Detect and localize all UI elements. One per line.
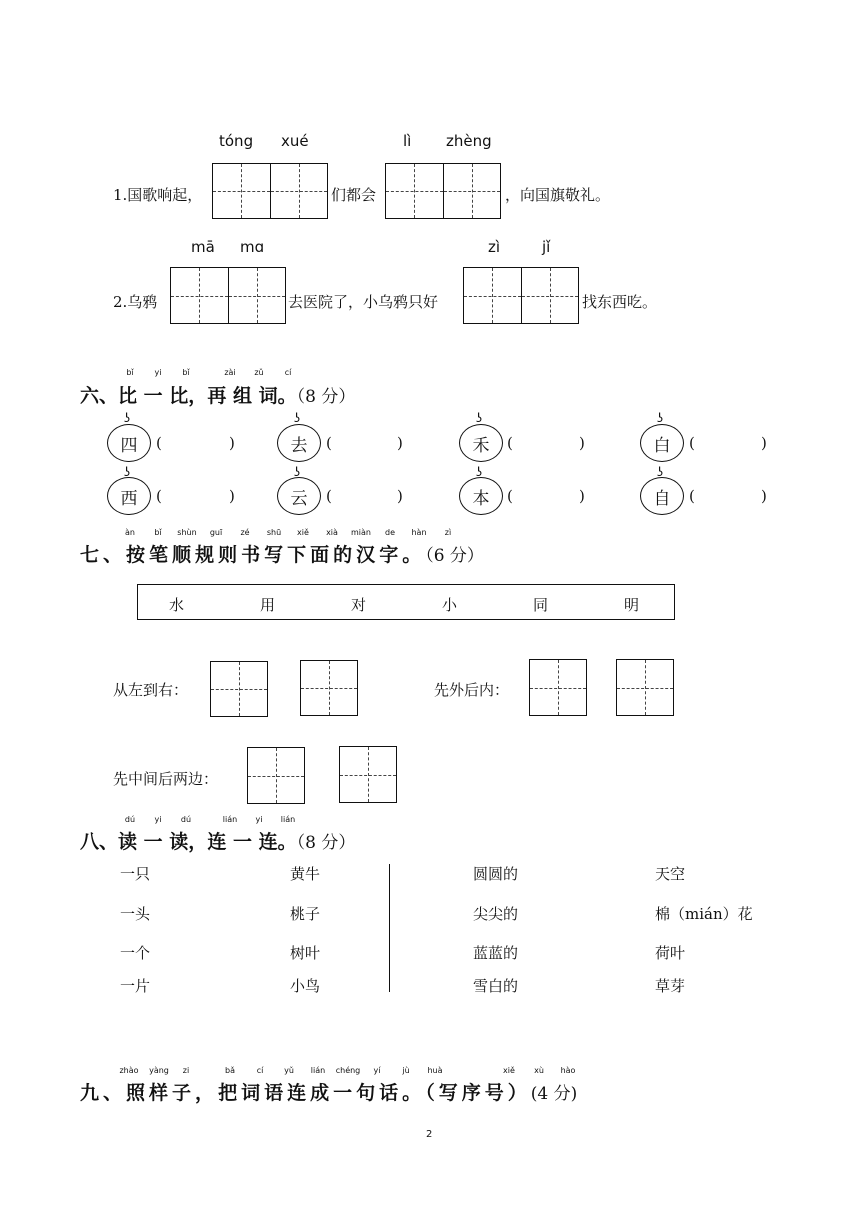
pinyin: bǐ: [126, 368, 134, 377]
heading-char: 面: [310, 544, 334, 566]
q1-prefix: 1.国歌响起，: [113, 186, 203, 204]
match-item[interactable]: 圆圆的: [473, 865, 519, 883]
stem-icon: ʖ: [124, 411, 131, 425]
heading-char: 连。: [258, 831, 297, 853]
pinyin: shū: [266, 528, 282, 537]
pinyin: cí: [284, 368, 292, 377]
pinyin: zi: [182, 1066, 190, 1075]
match-item[interactable]: 雪白的: [473, 977, 519, 995]
stem-icon: ʖ: [657, 465, 664, 479]
paren-open[interactable]: (: [326, 487, 332, 505]
pinyin: yi: [154, 368, 162, 377]
q2-prefix: 2.乌鸦: [113, 293, 158, 311]
heading-char: 成: [310, 1082, 334, 1104]
section-score: （8 分）: [296, 833, 356, 853]
pinyin: lián: [310, 1066, 326, 1075]
pinyin: yí: [373, 1066, 381, 1075]
heading-char: 词: [241, 1082, 265, 1104]
pinyin: àn: [125, 528, 135, 537]
match-item[interactable]: 树叶: [290, 944, 321, 962]
paren-close: ): [579, 434, 585, 452]
label-left-to-right: 从左到右：: [113, 681, 189, 699]
paren-open[interactable]: (: [156, 434, 162, 452]
apple-char: 本: [459, 477, 503, 515]
heading-char: 组: [232, 385, 252, 407]
pinyin: yi: [255, 815, 263, 824]
section-score: （8 分）: [296, 387, 356, 407]
apple-char: 白: [640, 424, 684, 462]
pinyin: de: [385, 528, 395, 537]
heading-char: 序: [461, 1082, 485, 1104]
writing-grid[interactable]: [247, 747, 305, 804]
q1-middle: 们都会: [331, 186, 377, 204]
heading-char: 语: [264, 1082, 288, 1104]
heading-char: 词。: [258, 385, 297, 407]
pinyin: cí: [256, 1066, 264, 1075]
heading-char: 连: [287, 1082, 311, 1104]
pinyin: dú: [180, 815, 192, 824]
stem-icon: ʖ: [657, 411, 664, 425]
pinyin: xù: [534, 1066, 544, 1075]
paren-close: ): [579, 487, 585, 505]
page-number: 2: [426, 1129, 433, 1140]
section-number: 九、: [80, 1082, 127, 1104]
apple-char: 四: [107, 424, 151, 462]
match-item[interactable]: 一个: [120, 944, 151, 962]
word-bank-item: 用: [260, 596, 276, 614]
pinyin: zì: [488, 238, 501, 256]
apple-char: 去: [277, 424, 321, 462]
paren-close: ): [761, 434, 767, 452]
paren-open[interactable]: (: [507, 434, 513, 452]
heading-char: 照: [126, 1082, 150, 1104]
writing-grid[interactable]: [616, 659, 674, 716]
word-bank-box: [137, 584, 675, 620]
writing-grid[interactable]: [529, 659, 587, 716]
pinyin: zì: [444, 528, 452, 537]
paren-open[interactable]: (: [689, 487, 695, 505]
heading-char: 一: [232, 831, 252, 853]
heading-char: 号）: [484, 1082, 531, 1104]
pinyin: chéng: [335, 1066, 361, 1075]
paren-close: ): [229, 434, 235, 452]
answer-grid[interactable]: [385, 163, 501, 219]
heading-char: 再: [207, 385, 227, 407]
pinyin: xué: [281, 132, 309, 150]
apple-char: 禾: [459, 424, 503, 462]
apple-char: 自: [640, 477, 684, 515]
label-outer-inner: 先外后内：: [434, 681, 510, 699]
heading-char: 句: [356, 1082, 380, 1104]
match-item[interactable]: 草芽: [655, 977, 686, 995]
section-number: 六、: [80, 385, 119, 407]
pinyin: dú: [124, 815, 136, 824]
pinyin: mɑ: [240, 238, 265, 256]
heading-char: 把: [218, 1082, 242, 1104]
section-score: （6 分）: [425, 546, 484, 566]
pinyin: xiě: [297, 528, 309, 537]
heading-char: 话。: [379, 1082, 426, 1104]
heading-char: 子，: [172, 1082, 219, 1104]
pinyin: xiě: [503, 1066, 515, 1075]
q1-suffix: ，向国旗敬礼。: [505, 186, 611, 204]
match-item[interactable]: 黄牛: [290, 865, 321, 883]
answer-grid[interactable]: [212, 163, 328, 219]
match-item[interactable]: 蓝蓝的: [473, 944, 519, 962]
pinyin: zhèng: [446, 132, 492, 150]
stem-icon: ʖ: [476, 465, 483, 479]
heading-char: 一: [143, 831, 163, 853]
writing-grid[interactable]: [339, 746, 397, 803]
match-item[interactable]: 棉（mián）花: [655, 905, 753, 923]
pinyin: mā: [191, 238, 215, 256]
pinyin: zǔ: [254, 368, 264, 377]
stem-icon: ʖ: [294, 465, 301, 479]
heading-char: 的: [333, 544, 357, 566]
paren-open[interactable]: (: [689, 434, 695, 452]
word-bank-item: 小: [442, 596, 458, 614]
paren-open[interactable]: (: [507, 487, 513, 505]
heading-char: 连: [207, 831, 227, 853]
answer-grid[interactable]: [463, 267, 579, 324]
heading-char: 读，: [169, 831, 208, 853]
paren-open[interactable]: (: [326, 434, 332, 452]
pinyin: jù: [402, 1066, 410, 1075]
match-item[interactable]: 小鸟: [290, 977, 321, 995]
heading-char: 比，: [169, 385, 208, 407]
column-divider: [389, 864, 390, 992]
answer-grid[interactable]: [170, 267, 286, 324]
pinyin: bǐ: [154, 528, 162, 537]
heading-char: 写: [264, 544, 288, 566]
section-score: (4 分): [530, 1084, 578, 1104]
word-bank-item: 同: [533, 596, 549, 614]
pinyin: huà: [427, 1066, 443, 1075]
heading-char: 比: [118, 385, 138, 407]
paren-close: ): [397, 487, 403, 505]
heading-char: 规: [195, 544, 219, 566]
stem-icon: ʖ: [294, 411, 301, 425]
pinyin: bǎ: [225, 1066, 235, 1075]
heading-char: 字。: [379, 544, 426, 566]
pinyin: shùn: [177, 528, 197, 537]
heading-char: 书: [241, 544, 265, 566]
pinyin: zhào: [119, 1066, 139, 1075]
pinyin: guī: [209, 528, 223, 537]
q2-middle: 去医院了，小乌鸦只好: [288, 293, 439, 311]
pinyin: lì: [403, 132, 412, 150]
pinyin: lián: [222, 815, 238, 824]
word-bank-item: 明: [624, 596, 640, 614]
match-item[interactable]: 一头: [120, 905, 151, 923]
pinyin: hàn: [411, 528, 427, 537]
writing-grid[interactable]: [210, 661, 268, 717]
match-item[interactable]: 桃子: [290, 905, 321, 923]
label-middle-sides: 先中间后两边：: [113, 770, 219, 788]
heading-char: 汉: [356, 544, 380, 566]
section-number: 八、: [80, 831, 119, 853]
paren-open[interactable]: (: [156, 487, 162, 505]
heading-char: 一: [143, 385, 163, 407]
apple-char: 云: [277, 477, 321, 515]
heading-char: 则: [218, 544, 242, 566]
heading-char: （写: [425, 1082, 462, 1104]
match-item[interactable]: 一片: [120, 977, 151, 995]
q2-suffix: 找东西吃。: [582, 293, 658, 311]
match-item[interactable]: 荷叶: [655, 944, 686, 962]
pinyin: yi: [154, 815, 162, 824]
section-number: 七、: [80, 544, 127, 566]
word-bank-item: 水: [169, 596, 185, 614]
word-bank-item: 对: [351, 596, 367, 614]
pinyin: yǔ: [284, 1066, 294, 1075]
pinyin: hào: [560, 1066, 576, 1075]
heading-char: 读: [118, 831, 138, 853]
match-item[interactable]: 一只: [120, 865, 151, 883]
heading-char: 样: [149, 1082, 173, 1104]
pinyin: jǐ: [542, 238, 551, 256]
heading-char: 下: [287, 544, 311, 566]
heading-char: 顺: [172, 544, 196, 566]
paren-close: ): [761, 487, 767, 505]
stem-icon: ʖ: [476, 411, 483, 425]
heading-char: 按: [126, 544, 150, 566]
pinyin: zài: [224, 368, 236, 377]
pinyin: yàng: [149, 1066, 169, 1075]
match-item[interactable]: 天空: [655, 865, 686, 883]
match-item[interactable]: 尖尖的: [473, 905, 519, 923]
pinyin: lián: [280, 815, 296, 824]
heading-char: 一: [333, 1082, 357, 1104]
pinyin: miàn: [351, 528, 371, 537]
pinyin: xià: [326, 528, 338, 537]
paren-close: ): [397, 434, 403, 452]
stem-icon: ʖ: [124, 465, 131, 479]
pinyin: tóng: [219, 132, 254, 150]
writing-grid[interactable]: [300, 660, 358, 716]
apple-char: 西: [107, 477, 151, 515]
pinyin: zé: [240, 528, 250, 537]
heading-char: 笔: [149, 544, 173, 566]
paren-close: ): [229, 487, 235, 505]
pinyin: bǐ: [182, 368, 190, 377]
